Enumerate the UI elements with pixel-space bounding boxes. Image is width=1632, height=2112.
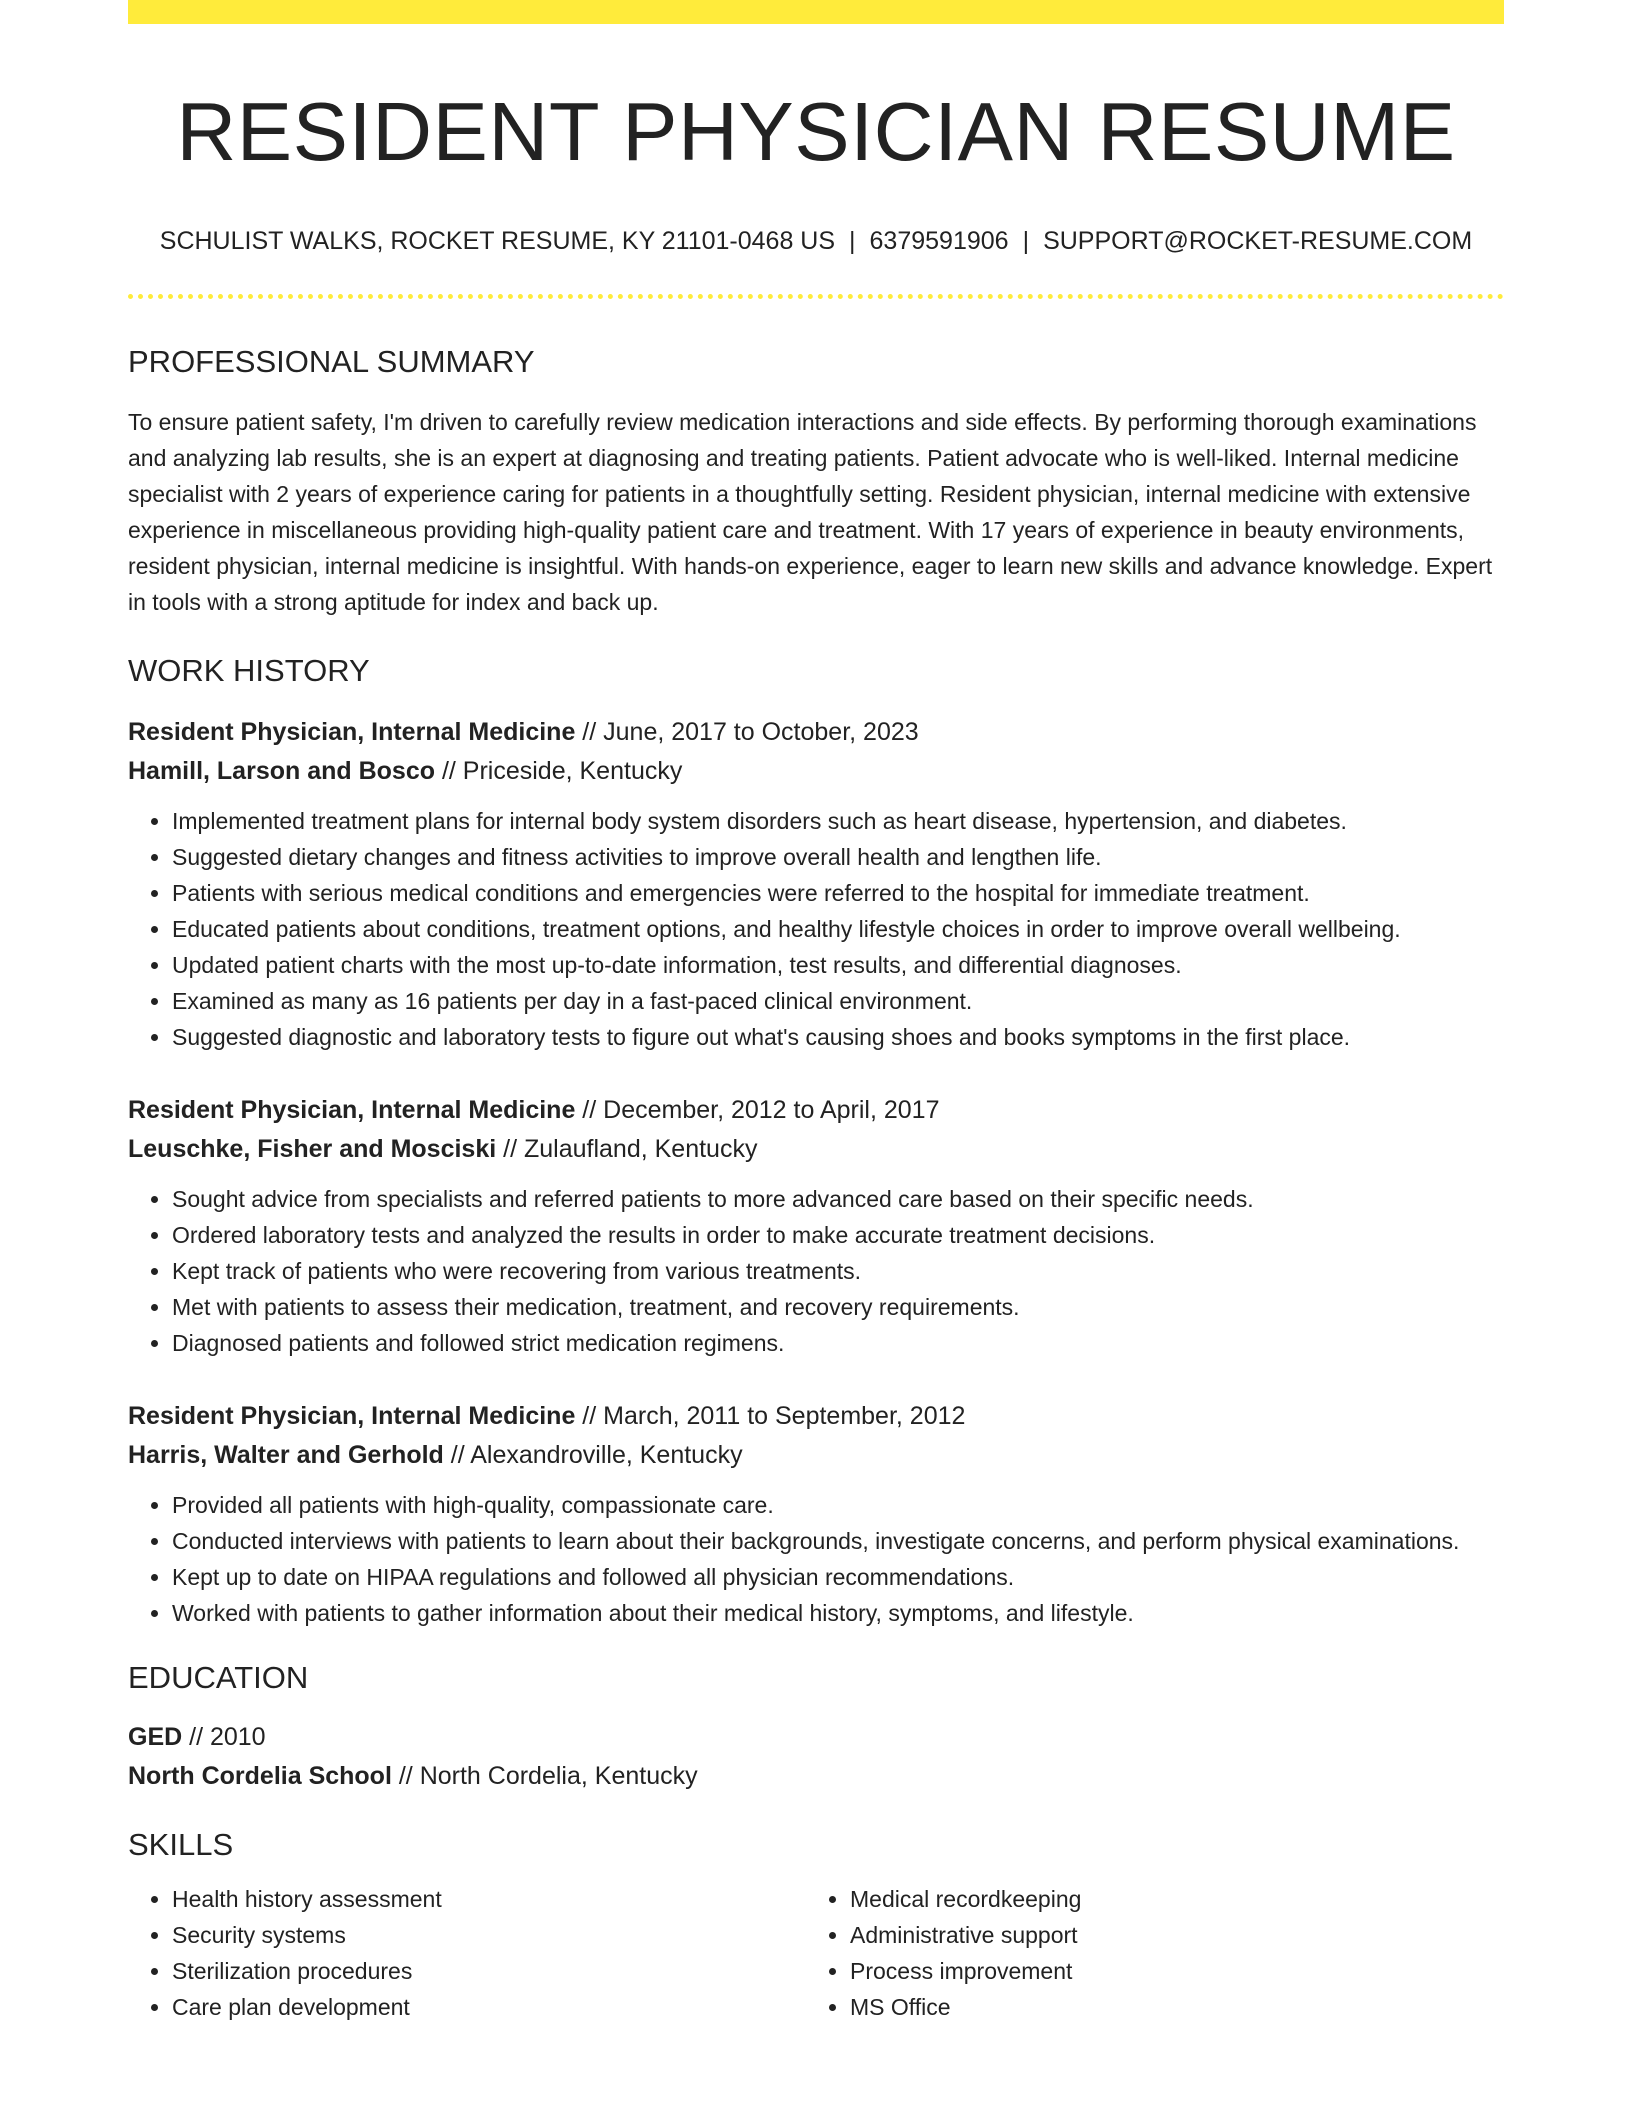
skill-item: • Sterilization procedures <box>172 1953 806 1989</box>
job-entry <box>128 713 1504 1055</box>
education-school-line <box>128 1757 1504 1796</box>
education-degree: GED <box>128 1723 183 1752</box>
education-school: North Cordelia School <box>128 1762 392 1791</box>
education-location: // North Cordelia, Kentucky <box>391 1762 698 1791</box>
job-bullet: • Examined as many as 16 patients per day in a fast-paced clinical environment. <box>172 983 1504 1019</box>
resume-page <box>128 0 1504 2025</box>
job-bullet: • Conducted interviews with patients to learn about their backgrounds, investigate concerns, and perform physical examinations. <box>172 1523 1504 1559</box>
job-location: // Alexandroville, Kentucky <box>443 1440 743 1469</box>
job-bullet: • Met with patients to assess their medication, treatment, and recovery requirements. <box>172 1289 1504 1325</box>
job-bullet: • Implemented treatment plans for internal body system disorders such as heart disease, hypertension, and diabetes. <box>172 803 1504 839</box>
job-bullet: • Patients with serious medical conditions and emergencies were referred to the hospital for immediate treatment. <box>172 875 1504 911</box>
work-history-heading: WORK HISTORY <box>128 652 370 688</box>
job-company-line <box>128 752 1504 791</box>
job-bullet: • Sought advice from specialists and referred patients to more advanced care based on their specific needs. <box>172 1181 1504 1217</box>
dotted-divider <box>128 294 1504 299</box>
education-heading: EDUCATION <box>128 1659 309 1695</box>
job-company: Harris, Walter and Gerhold <box>128 1440 444 1469</box>
job-bullet-list <box>128 1181 1504 1361</box>
resume-title: RESIDENT PHYSICIAN RESUME <box>176 85 1456 178</box>
skills-grid <box>128 1881 1504 2025</box>
skills-list-right <box>806 1881 1484 2025</box>
contact-separator: | <box>849 226 856 255</box>
job-company-line <box>128 1130 1504 1169</box>
job-dates: // March, 2011 to September, 2012 <box>575 1401 966 1430</box>
job-bullet-list <box>128 803 1504 1055</box>
skill-item: • MS Office <box>850 1989 1484 2025</box>
job-title-line <box>128 713 1504 752</box>
job-title-line <box>128 1091 1504 1130</box>
job-company: Leuschke, Fisher and Mosciski <box>128 1134 497 1163</box>
top-accent-bar <box>128 0 1504 24</box>
skill-item: • Security systems <box>172 1917 806 1953</box>
job-bullet: • Suggested dietary changes and fitness activities to improve overall health and lengthen life. <box>172 839 1504 875</box>
skill-item: • Process improvement <box>850 1953 1484 1989</box>
skills-list-left <box>128 1881 806 2025</box>
summary-heading: PROFESSIONAL SUMMARY <box>128 343 535 379</box>
job-role: Resident Physician, Internal Medicine <box>128 1401 576 1430</box>
contact-address: SCHULIST WALKS, ROCKET RESUME, KY 21101-0468 US <box>159 226 836 255</box>
job-bullet: • Educated patients about conditions, treatment options, and healthy lifestyle choices in order to improve overall wellbeing. <box>172 911 1504 947</box>
job-bullet: • Suggested diagnostic and laboratory tests to figure out what's causing shoes and books symptoms in the first place. <box>172 1019 1504 1055</box>
job-role: Resident Physician, Internal Medicine <box>128 1095 576 1124</box>
job-bullet-list <box>128 1487 1504 1631</box>
job-company: Hamill, Larson and Bosco <box>128 756 436 785</box>
job-entry <box>128 1397 1504 1631</box>
contact-email: SUPPORT@ROCKET-RESUME.COM <box>1043 226 1473 255</box>
contact-separator: | <box>1022 226 1030 255</box>
job-entry <box>128 1091 1504 1361</box>
job-bullet: • Provided all patients with high-quality, compassionate care. <box>172 1487 1504 1523</box>
skills-heading: SKILLS <box>128 1827 234 1863</box>
job-dates: // June, 2017 to October, 2023 <box>575 717 919 746</box>
skill-item: • Health history assessment <box>172 1881 806 1917</box>
job-company-line <box>128 1436 1504 1475</box>
job-bullet: • Updated patient charts with the most up-to-date information, test results, and differential diagnoses. <box>172 947 1504 983</box>
job-role: Resident Physician, Internal Medicine <box>128 717 576 746</box>
education-year: // 2010 <box>182 1723 266 1752</box>
job-location: // Zulaufland, Kentucky <box>496 1134 758 1163</box>
job-location: // Priceside, Kentucky <box>435 756 683 785</box>
education-entry <box>128 1718 1504 1796</box>
skill-item: • Care plan development <box>172 1989 806 2025</box>
contact-phone: 6379591906 <box>869 226 1009 255</box>
job-bullet: • Ordered laboratory tests and analyzed the results in order to make accurate treatment decisions. <box>172 1217 1504 1253</box>
job-bullet: • Worked with patients to gather information about their medical history, symptoms, and lifestyle. <box>172 1595 1504 1631</box>
contact-line <box>128 226 1504 256</box>
job-bullet: • Kept up to date on HIPAA regulations and followed all physician recommendations. <box>172 1559 1504 1595</box>
job-bullet: • Kept track of patients who were recovering from various treatments. <box>172 1253 1504 1289</box>
skill-item: • Administrative support <box>850 1917 1484 1953</box>
job-bullet: • Diagnosed patients and followed strict medication regimens. <box>172 1325 1504 1361</box>
summary-text: To ensure patient safety, I'm driven to carefully review medication interactions and side effects. By performing thorough examinations and analyzing lab results, she is an expert at diagnosing and treating patients. Patient advocate who is well-liked. Internal medicine specialist with 2 years of experience caring for patients in a thoughtfully setting. Resident physician, internal medicine with extensive experience in miscellaneous providing high-quality patient care and treatment. With 17 years of experience in beauty environments, resident physician, internal medicine is insightful. With hands-on experience, eager to learn new skills and advance knowledge. Expert in tools with a strong aptitude for index and back up. <box>128 408 1493 615</box>
job-dates: // December, 2012 to April, 2017 <box>575 1095 940 1124</box>
job-title-line <box>128 1397 1504 1436</box>
skill-item: • Medical recordkeeping <box>850 1881 1484 1917</box>
education-degree-line <box>128 1718 1504 1757</box>
